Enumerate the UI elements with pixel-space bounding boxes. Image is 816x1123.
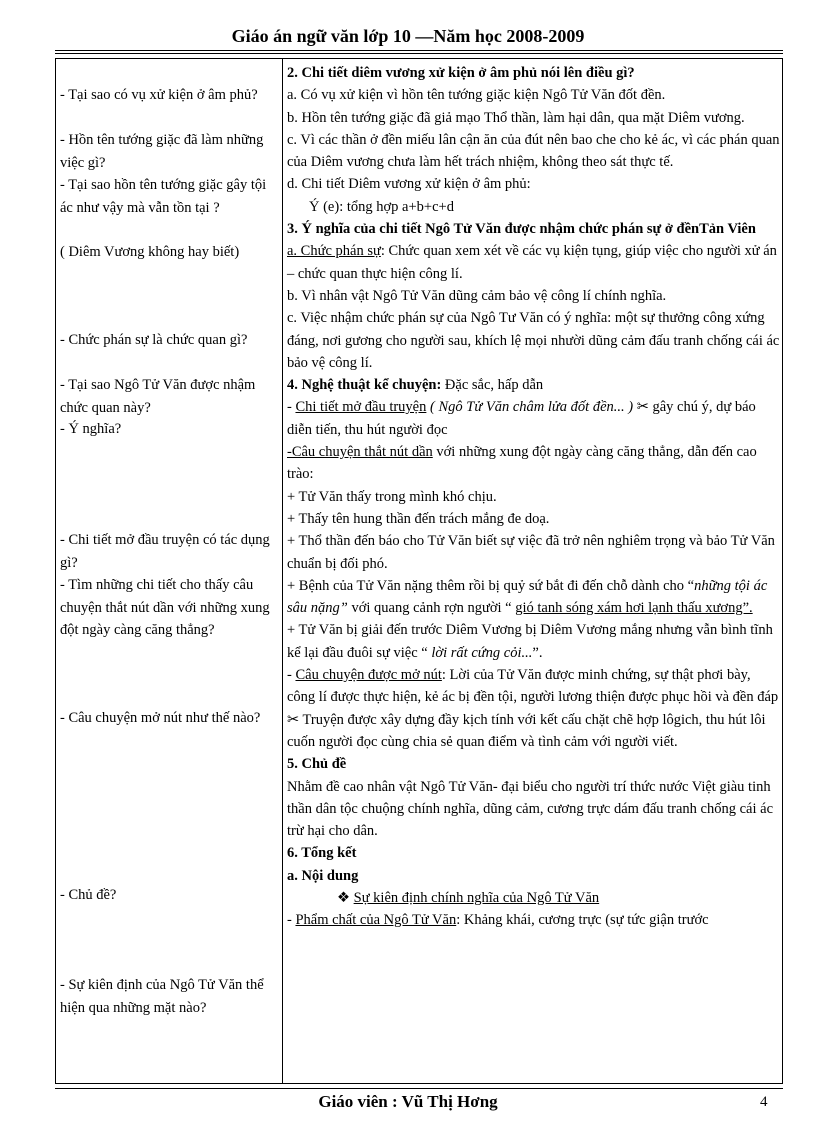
question-9: - Tìm những chi tiết cho thấy câu chuyện thắt nút dần với những xung đột ngày càng căng thẳng?: [60, 577, 270, 638]
question-4: ( Diêm Vương không hay biết): [60, 244, 240, 260]
section-4-p3: + Tử Văn thấy trong mình khó chịu.: [287, 488, 497, 505]
question-3: - Tại sao hồn tên tướng giặc gây tội ác như vậy mà vẫn tồn tại ?: [60, 177, 267, 216]
section-5-p1: Nhằm đề cao nhân vật Ngô Tử Văn- đại biểu cho người trí thức nước Việt giàu tinh thần dân tộc chuộng chính nghĩa, dũng cảm, cương trực dám đấu tranh chống cái ác trừ hại cho dân.: [287, 778, 774, 840]
section-2-title: 2. Chi tiết diêm vương xử kiện ở âm phủ nói lên điều gì?: [287, 65, 635, 81]
section-2-a: a. Có vụ xử kiện vì hồn tên tướng giặc kiện Ngô Tử Văn đốt đền.: [287, 87, 666, 104]
section-3-a-text: : Chức quan xem xét về các vụ kiện tụng, giúp việc cho người xử án – chức quan thực hiện công lí.: [287, 243, 777, 282]
section-6-title: 6. Tổng kết: [287, 845, 357, 862]
question-8: - Chi tiết mở đầu truyện có tác dụng gì?: [60, 532, 270, 571]
section-4-p8: [287, 664, 781, 709]
question-11: - Chủ đề?: [60, 887, 117, 903]
dash: -: [287, 399, 296, 416]
section-4-p6-text: + Bệnh của Tử Văn nặng thêm rồi bị quỷ sứ bắt đi đến chỗ dành cho “: [287, 577, 695, 594]
section-4-p1-quote: ( Ngô Tử Văn châm lửa đốt đền... ): [426, 399, 637, 416]
section-3-c: c. Việc nhậm chức phán sự của Ngô Tư Văn có ý nghĩa: một sự thưởng công xứng đáng, nơi gương cho người sau, khích lệ mọi nhười dũng cảm đấu tranh chống cái ác bảo vệ công lí.: [287, 310, 780, 371]
section-3-title: 3. Ý nghĩa của chi tiết Ngô Tử Văn được nhậm chức phán sự ở đềnTản Viên: [287, 221, 756, 238]
section-6-a: a. Nội dung: [287, 867, 359, 884]
footer-teacher: Giáo viên : Vũ Thị Hơng: [318, 1092, 498, 1111]
section-4-p8-text: : Lời của Tử Văn được minh chứng, sự thật phơi bày, công lí được thực hiện, kẻ ác bị đền tội, người lương thiện được phục hồi và đền đáp: [287, 667, 779, 706]
section-4-p1-text: gây chú ý, dự báo diễn tiến, thu hút người đọc: [287, 399, 756, 438]
section-4-p6: [287, 575, 781, 620]
section-3-a: [287, 240, 781, 285]
section-4-p1-term: Chi tiết mở đầu truyện: [295, 399, 427, 416]
section-4-title: [287, 374, 781, 396]
header-rule-double: [55, 53, 783, 54]
question-12: - Sự kiên định của Ngô Tử Văn thể hiện qua những mặt nào?: [60, 977, 264, 1016]
section-4-p7-quote: lời rất cứng cỏi...: [427, 644, 533, 661]
section-6-p1-text: : Khảng khái, cương trực (sự tức giận trước: [456, 912, 709, 929]
section-4-title-rest: Đặc sắc, hấp dẫn: [441, 377, 544, 394]
question-10: - Câu chuyện mở nút như thế nào?: [60, 710, 261, 726]
scissors-icon: ✂: [636, 399, 649, 416]
section-4-p9: [287, 709, 781, 754]
section-4-title-label: 4. Nghệ thuật kể chuyện:: [287, 377, 442, 394]
section-4-p9-text: Truyện được xây dựng đầy kịch tính với kết cấu chặt chẽ hợp lôgich, thu hút lôi cuốn người đọc cùng chia sẻ quan điểm và tình cảm với người viết.: [287, 711, 766, 750]
question-7: - Ý nghĩa?: [60, 421, 122, 437]
section-4-p2-text: với những xung đột ngày càng căng thẳng, dẫn đến cao trào:: [287, 444, 757, 483]
question-1: - Tại sao có vụ xử kiện ở âm phủ?: [60, 87, 258, 103]
section-6-bullet-text: Sự kiên định chính nghĩa của Ngô Tử Văn: [353, 889, 600, 906]
scissors-icon: ✂: [287, 711, 300, 728]
dash: -: [287, 912, 296, 929]
section-4-p7: [287, 619, 781, 664]
section-4-p1: [287, 396, 781, 441]
section-4-p5: + Thổ thần đến báo cho Tử Văn biết sự việc đã trở nên nghiêm trọng và bảo Tử Văn chuẩn bị đối phó.: [287, 533, 775, 572]
page-number: 4: [760, 1094, 768, 1110]
section-4-p7-end: ”.: [532, 644, 543, 661]
content-column: [287, 62, 781, 932]
document-header: Giáo án ngữ văn lớp 10 —Năm học 2008-2009: [231, 26, 585, 46]
section-6-bullet: [287, 887, 781, 909]
dash: -: [287, 667, 296, 684]
question-6: - Tại sao Ngô Tử Văn được nhậm chức quan này?: [60, 377, 256, 416]
section-4-p7-text: + Tử Văn bị giải đến trước Diêm Vương bị Diêm Vương mắng nhưng vẫn bình tĩnh kể lại đầu đuôi sự việc “: [287, 622, 773, 661]
diamond-bullet-icon: ❖: [337, 889, 350, 906]
section-3-a-term: a. Chức phán sự: [287, 243, 381, 260]
section-4-p4: + Thấy tên hung thần đến trách mắng đe doạ.: [287, 510, 550, 527]
section-2-b: b. Hồn tên tướng giặc đã giả mạo Thổ thần, làm hại dân, qua mặt Diêm vương.: [287, 109, 745, 126]
section-4-p6-quote: những tội ác sâu nặng”: [287, 577, 768, 617]
section-5-title: 5. Chủ đề: [287, 756, 347, 773]
section-2-d-summary: Ý (e): tổng hợp a+b+c+d: [309, 198, 454, 215]
section-4-p6-quote-2: gió tanh sóng xám hơi lạnh thấu xương”.: [515, 600, 753, 617]
header-rule: [55, 50, 783, 51]
section-4-p6-text-b: với quang cảnh rợn người “: [347, 600, 516, 617]
section-4-p2: [287, 441, 781, 486]
section-6-p1-term: Phẩm chất của Ngô Tử Văn: [295, 912, 457, 929]
question-2: - Hồn tên tướng giặc đã làm những việc gì?: [60, 132, 264, 171]
section-3-b: b. Vì nhân vật Ngô Tử Văn dũng cảm bảo vệ công lí chính nghĩa.: [287, 287, 667, 304]
column-divider: [282, 58, 283, 1084]
section-4-p2-term: -Câu chuyện thắt nút dần: [287, 444, 433, 461]
section-2-d: d. Chi tiết Diêm vương xử kiện ở âm phủ:: [287, 176, 531, 193]
question-5: - Chức phán sự là chức quan gì?: [60, 332, 248, 348]
footer-rule: [55, 1088, 783, 1089]
section-4-p8-term: Câu chuyện được mở nút: [295, 667, 442, 684]
section-6-p1: [287, 909, 781, 931]
section-2-c: c. Vì các thần ở đền miếu lân cận ăn của đút nên bao che cho kẻ ác, vì các phán quan của Diêm vương chưa làm hết trách nhiệm, không theo sát thực tế.: [287, 131, 780, 171]
